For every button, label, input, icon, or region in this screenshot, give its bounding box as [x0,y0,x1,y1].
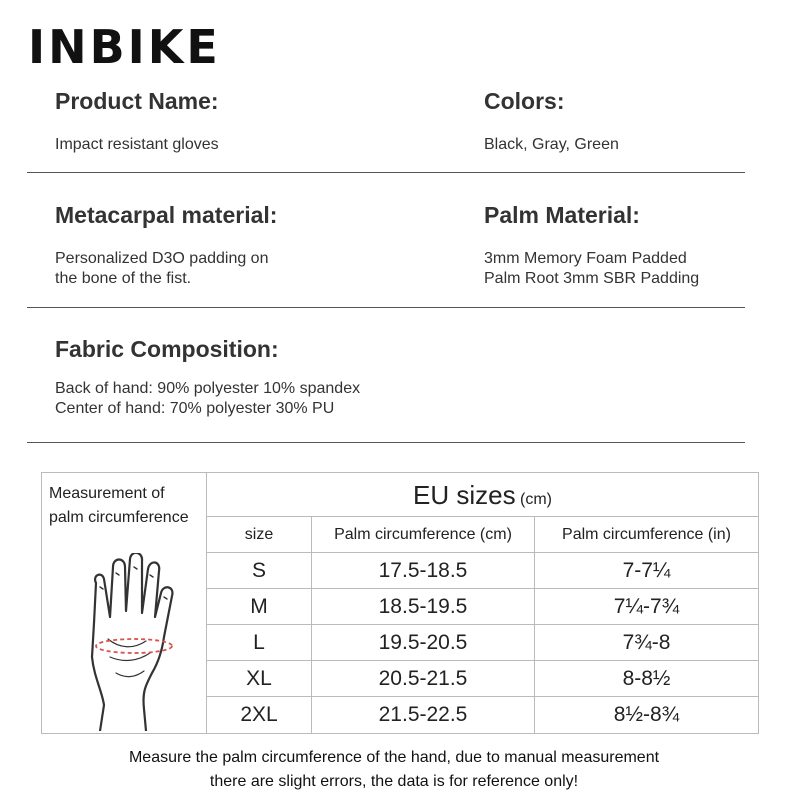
size-cell: S [207,553,312,588]
eu-sizes-title [207,473,758,517]
product-name-heading: Product Name: [55,88,219,114]
size-cell: L [207,625,312,660]
colors-heading: Colors: [484,88,565,114]
cm-cell: 21.5-22.5 [312,697,535,733]
fabric-section [55,338,360,419]
palm-material-line-1: 3mm Memory Foam Padded [484,250,687,267]
brand-logo: INBIKE [28,20,221,74]
table-row [207,553,758,589]
fabric-line-2: Center of hand: 70% polyester 30% PU [55,400,335,417]
palm-material-section [484,204,699,289]
measurement-label [49,482,189,530]
header-palm-in: Palm circumference (in) [562,525,731,543]
in-cell: 7¾-8 [622,630,671,654]
colors-value: Black, Gray, Green [484,136,619,153]
metacarpal-line-1: Personalized D3O padding on [55,250,269,267]
table-row [207,589,758,625]
size-cell: XL [207,661,312,696]
table-row [207,625,758,661]
divider [27,307,745,308]
in-cell: 8½-8¾ [613,703,680,726]
cm-cell: 18.5-19.5 [312,589,535,624]
metacarpal-heading: Metacarpal material: [55,202,278,228]
measurement-label-line-2: palm circumference [49,509,189,526]
table-row [207,661,758,697]
size-cell: M [207,589,312,624]
header-size: size [207,517,312,552]
table-header-row [207,517,758,553]
size-cell: 2XL [207,697,312,733]
divider [27,442,745,443]
divider [27,172,745,173]
measurement-note [0,746,788,794]
measurement-note-line-1: Measure the palm circumference of the hand, due to manual measurement [128,749,660,766]
in-cell: 7-7¼ [622,558,671,582]
fabric-line-1: Back of hand: 90% polyester 10% spandex [55,380,361,397]
in-cell: 7¼-7¾ [613,594,680,618]
colors-section [484,90,619,155]
eu-sizes-unit: (cm) [520,491,552,508]
measurement-cell [42,473,207,733]
cm-cell: 17.5-18.5 [312,553,535,588]
measurement-note-line-2: there are slight errors, the data is for reference only! [209,773,579,790]
header-palm-cm: Palm circumference (cm) [312,517,535,552]
size-grid [207,517,758,733]
product-name-section [55,90,219,155]
palm-material-heading: Palm Material: [484,202,640,228]
size-chart [41,472,759,734]
product-name-value: Impact resistant gloves [55,136,219,153]
eu-sizes-title-text: EU sizes [412,480,516,510]
fabric-heading: Fabric Composition: [55,336,279,362]
table-row [207,697,758,733]
in-cell: 8-8½ [622,666,671,690]
measurement-label-line-1: Measurement of [49,485,165,502]
metacarpal-section [55,204,277,289]
cm-cell: 20.5-21.5 [312,661,535,696]
palm-material-line-2: Palm Root 3mm SBR Padding [484,270,700,287]
hand-illustration-icon [86,553,186,731]
cm-cell: 19.5-20.5 [312,625,535,660]
metacarpal-line-2: the bone of the fist. [55,270,192,287]
